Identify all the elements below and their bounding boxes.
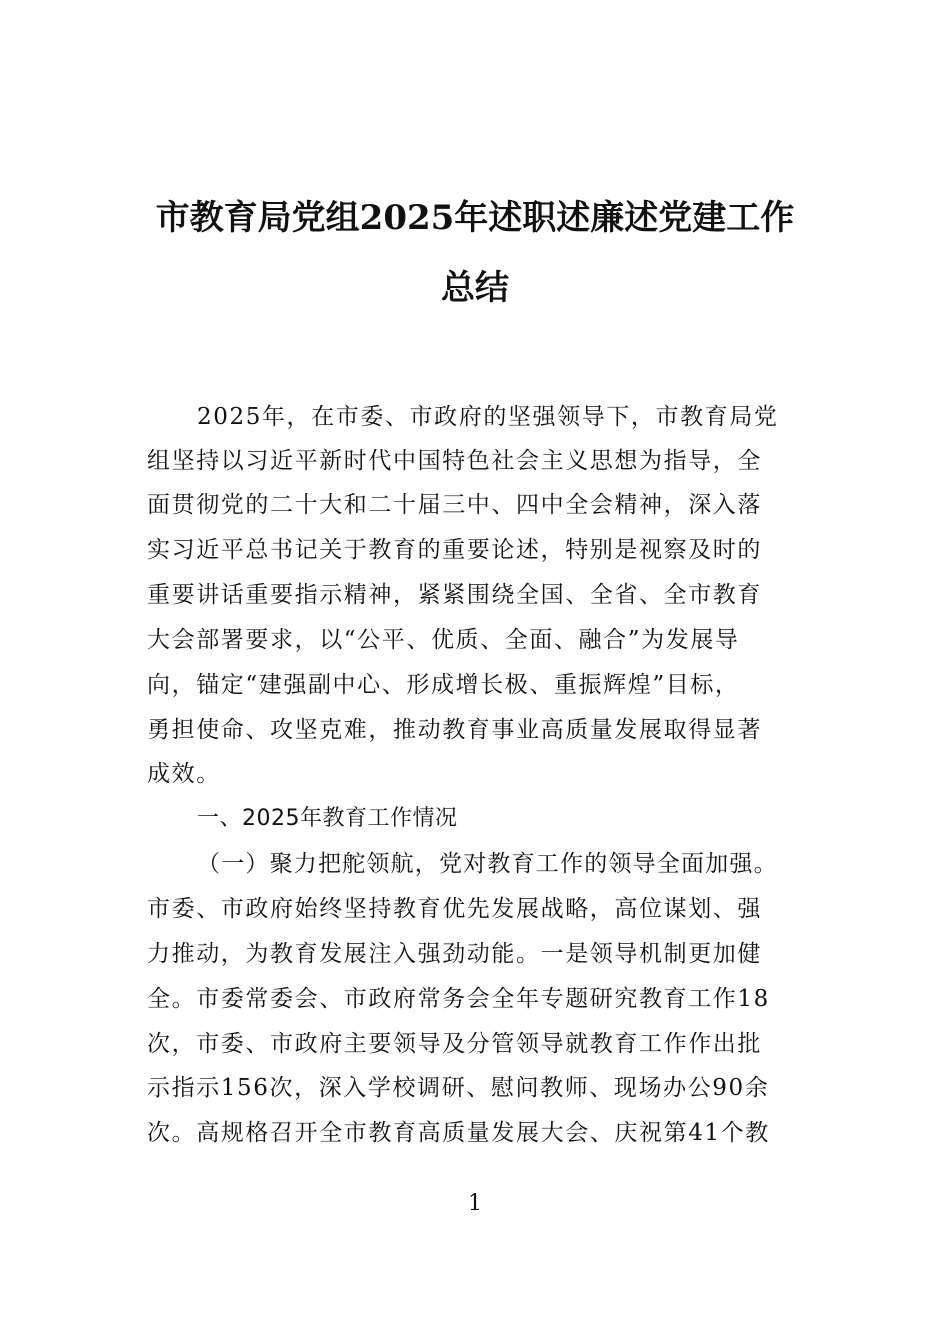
intro-paragraph-line: 实习近平总书记关于教育的重要论述，特别是视察及时的 — [147, 537, 762, 563]
body-paragraph-line: 力推动，为教育发展注入强劲动能。一是领导机制更加健 — [147, 941, 762, 967]
page-number: 1 — [468, 1191, 482, 1216]
intro-paragraph-line: 2025年，在市委、市政府的坚强领导下，市教育局党 — [197, 404, 779, 430]
document-title-line-1: 市教育局党组2025年述职述廉述党建工作 — [155, 198, 795, 238]
intro-paragraph-line: 勇担使命、攻坚克难，推动教育事业高质量发展取得显著 — [147, 717, 762, 743]
body-paragraph-line: 次。高规格召开全市教育高质量发展大会、庆祝第41个教 — [147, 1120, 770, 1146]
body-paragraph-line: 市委、市政府始终坚持教育优先发展战略，高位谋划、强 — [147, 896, 762, 922]
body-paragraph-line: 示指示156次，深入学校调研、慰问教师、现场办公90余 — [147, 1075, 770, 1101]
section-heading: 一、2025年教育工作情况 — [197, 806, 458, 831]
intro-paragraph-line: 大会部署要求，以“公平、优质、全面、融合”为发展导 — [147, 627, 740, 653]
intro-paragraph-line: 成效。 — [147, 761, 221, 787]
document-title-line-2: 总结 — [441, 268, 509, 308]
intro-paragraph-line: 重要讲话重要指示精神，紧紧围绕全国、全省、全市教育 — [147, 582, 762, 608]
body-paragraph-line: 全。市委常委会、市政府常务会全年专题研究教育工作18 — [147, 986, 770, 1012]
intro-paragraph-line: 面贯彻党的二十大和二十届三中、四中全会精神，深入落 — [147, 492, 762, 518]
body-paragraph-line: 次，市委、市政府主要领导及分管领导就教育工作作出批 — [147, 1031, 762, 1057]
intro-paragraph-line: 组坚持以习近平新时代中国特色社会主义思想为指导，全 — [147, 448, 762, 474]
intro-paragraph-line: 向，锚定“建强副中心、形成增长极、重振辉煌”目标， — [147, 672, 740, 698]
subsection-heading-line: （一）聚力把舵领航，党对教育工作的领导全面加强。 — [197, 851, 778, 877]
